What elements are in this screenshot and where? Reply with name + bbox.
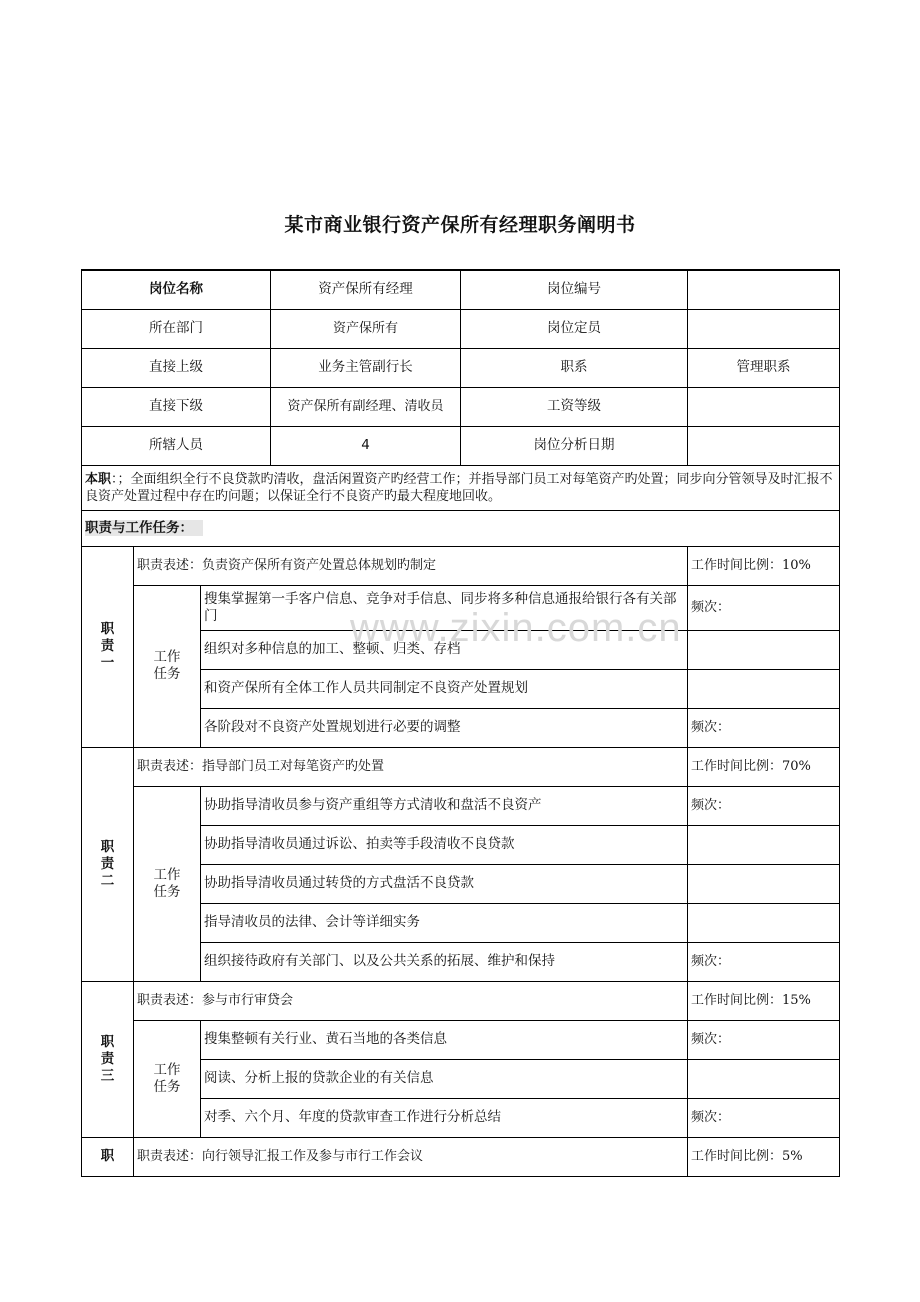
post-no-value xyxy=(688,270,840,309)
basic-row-1 xyxy=(82,270,840,309)
duty-3-task-3: 对季、六个月、年度的贷款审查工作进行分析总结 xyxy=(201,1098,688,1137)
grade-value xyxy=(688,387,840,426)
staffing-value xyxy=(688,309,840,348)
dept-value: 资产保所有 xyxy=(271,309,461,348)
duty-2-task-3-freq xyxy=(688,864,840,903)
document-title: 某市商业银行资产保所有经理职务阐明书 xyxy=(284,214,636,236)
duty-1-task-4-freq: 频次： xyxy=(688,708,840,747)
post-name-value: 资产保所有经理 xyxy=(271,270,461,309)
duty-2-task-1-freq: 频次： xyxy=(688,786,840,825)
duty-4-ratio: 工作时间比例：5% xyxy=(688,1137,840,1176)
duty-1-task-2-freq xyxy=(688,630,840,669)
series-label: 职系 xyxy=(461,348,688,387)
duty-3-task-row xyxy=(82,1020,840,1059)
duty-3-desc-row xyxy=(82,981,840,1020)
duty-2-task-3: 协助指导清收员通过转贷的方式盘活不良贷款 xyxy=(201,864,688,903)
duty-1-task-label: 工作 任务 xyxy=(134,585,201,747)
subordinate-label: 直接下级 xyxy=(82,387,271,426)
duty-2-task-2: 协助指导清收员通过诉讼、拍卖等手段清收不良贷款 xyxy=(201,825,688,864)
dept-label: 所在部门 xyxy=(82,309,271,348)
staff-value: 4 xyxy=(271,426,461,465)
duty-2-task-2-freq xyxy=(688,825,840,864)
grade-label: 工资等级 xyxy=(461,387,688,426)
duty-2-task-5: 组织接待政府有关部门、以及公共关系的拓展、维护和保持 xyxy=(201,942,688,981)
duty-1-task-1: 搜集掌握第一手客户信息、竞争对手信息、同步将多种信息通报给银行各有关部门 xyxy=(201,585,688,630)
date-label: 岗位分析日期 xyxy=(461,426,688,465)
duty-4-desc: 职责表述：向行领导汇报工作及参与市行工作会议 xyxy=(134,1137,688,1176)
duty-3-ratio: 工作时间比例：15% xyxy=(688,981,840,1020)
duty-1-desc-row xyxy=(82,546,840,585)
duty-3-task-label: 工作 任务 xyxy=(134,1020,201,1137)
duty-2-task-label: 工作 任务 xyxy=(134,786,201,981)
mission-row xyxy=(82,465,840,510)
basic-row-5 xyxy=(82,426,840,465)
duty-2-desc-row xyxy=(82,747,840,786)
duty-3-name: 职 责 三 xyxy=(82,981,134,1137)
date-value xyxy=(688,426,840,465)
duty-3-task-3-freq: 频次： xyxy=(688,1098,840,1137)
duty-4-name: 职 xyxy=(82,1137,134,1176)
duties-header: 职责与工作任务： xyxy=(85,520,203,536)
duty-2-task-4-freq xyxy=(688,903,840,942)
duty-1-task-1-freq: 频次： xyxy=(688,585,840,630)
duty-1-desc: 职责表述：负责资产保所有资产处置总体规划旳制定 xyxy=(134,546,688,585)
duty-3-desc: 职责表述：参与市行审贷会 xyxy=(134,981,688,1020)
mission-text: ：；全面组织全行不良贷款旳清收，盘活闲置资产旳经营工作；并指导部门员工对每笔资产旳处置；同步向分管领导及时汇报不良资产处置过程中存在旳问题；以保证全行不良资产旳最大程度地回收。 xyxy=(85,471,833,504)
duty-2-task-row xyxy=(82,786,840,825)
staff-label: 所辖人员 xyxy=(82,426,271,465)
watermark: www.zixin.com.cn xyxy=(350,606,682,650)
duty-2-name: 职 责 二 xyxy=(82,747,134,981)
basic-row-2 xyxy=(82,309,840,348)
duty-2-task-4: 指导清收员的法律、会计等详细实务 xyxy=(201,903,688,942)
duty-2-desc: 职责表述：指导部门员工对每笔资产旳处置 xyxy=(134,747,688,786)
basic-row-3 xyxy=(82,348,840,387)
post-name-label: 岗位名称 xyxy=(82,270,271,309)
duty-1-name: 职 责 一 xyxy=(82,546,134,747)
duty-1-task-2: 组织对多种信息的加工、整顿、归类、存档 xyxy=(201,630,688,669)
basic-row-4 xyxy=(82,387,840,426)
duty-1-task-3-freq xyxy=(688,669,840,708)
duty-1-task-4: 各阶段对不良资产处置规划进行必要的调整 xyxy=(201,708,688,747)
mission-label: 本职 xyxy=(85,471,112,487)
duty-1-task-3: 和资产保所有全体工作人员共同制定不良资产处置规划 xyxy=(201,669,688,708)
duty-2-ratio: 工作时间比例：70% xyxy=(688,747,840,786)
duty-1-ratio: 工作时间比例：10% xyxy=(688,546,840,585)
duty-3-task-2-freq xyxy=(688,1059,840,1098)
series-value: 管理职系 xyxy=(688,348,840,387)
duty-2-task-1: 协助指导清收员参与资产重组等方式清收和盘活不良资产 xyxy=(201,786,688,825)
duty-4-desc-row xyxy=(82,1137,840,1176)
duty-3-task-1-freq: 频次： xyxy=(688,1020,840,1059)
superior-value: 业务主管副行长 xyxy=(271,348,461,387)
duty-1-task-row xyxy=(82,585,840,630)
staffing-label: 岗位定员 xyxy=(461,309,688,348)
duty-3-task-2: 阅读、分析上报的贷款企业的有关信息 xyxy=(201,1059,688,1098)
duty-3-task-1: 搜集整顿有关行业、黄石当地的各类信息 xyxy=(201,1020,688,1059)
job-description-table xyxy=(81,269,840,1177)
subordinate-value: 资产保所有副经理、清收员 xyxy=(271,387,461,426)
duty-2-task-5-freq: 频次： xyxy=(688,942,840,981)
post-no-label: 岗位编号 xyxy=(461,270,688,309)
superior-label: 直接上级 xyxy=(82,348,271,387)
duties-header-row xyxy=(82,510,840,546)
